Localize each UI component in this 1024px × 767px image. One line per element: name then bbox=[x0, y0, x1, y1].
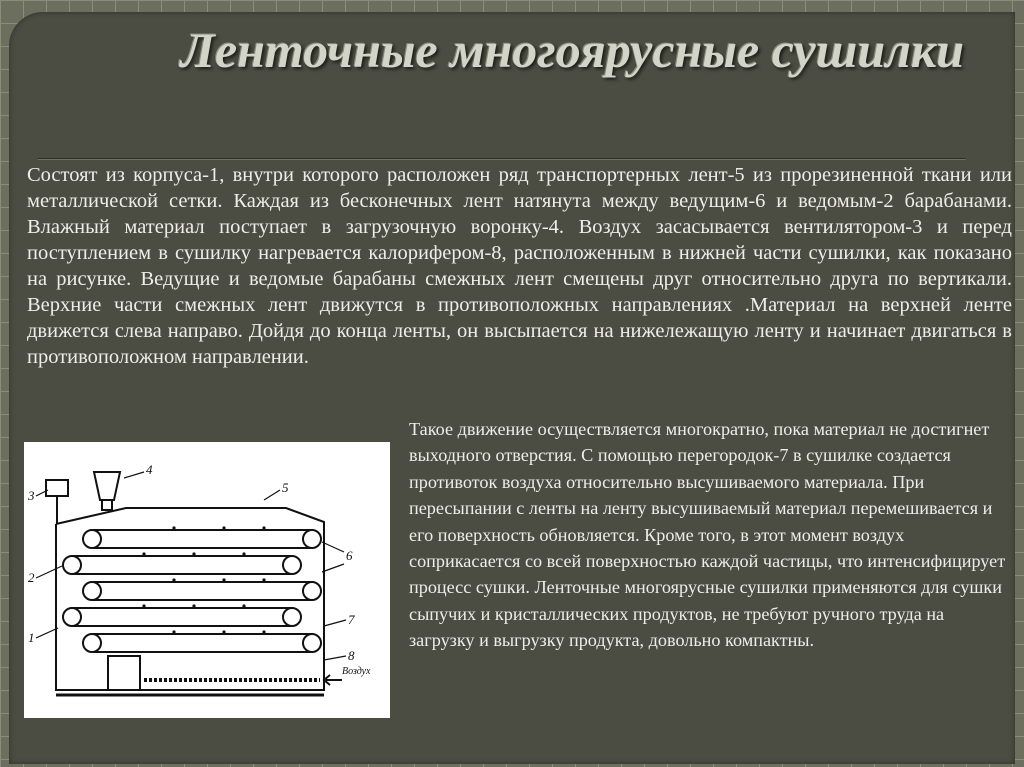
label-heater: 8 bbox=[348, 648, 355, 663]
label-drive-drum: 6 bbox=[346, 548, 353, 563]
belt-2 bbox=[63, 556, 301, 574]
title-divider bbox=[38, 158, 966, 160]
label-body: 1 bbox=[28, 630, 35, 645]
label-air: Воздух bbox=[342, 666, 371, 677]
label-fan: 3 bbox=[28, 488, 35, 503]
intro-paragraph: Состоят из корпуса-1, внутри которого расположен ряд транспортерных лент-5 из прорезиненной ткани или металлической сетки. Каждая из бесконечных лент натянута между ведущим-6 и ведомым-2 барабанами. Влажный материал поступает в загрузочную воронку-4. Воздух засасывается вентилятором-3 и перед поступлением в сушилку нагревается калорифером-8, расположенным в нижней части сушилки, как показано на рисунке. Ведущие и ведомые барабаны смежных лент смещены друг относительно друга по вертикали. Верхние части смежных лент движутся в противоположных направлениях .Материал на верхней ленте движется слева направо. Дойдя до конца ленты, он высыпается на нижележащую ленту и начинает двигаться в противоположном направлении. bbox=[27, 164, 1012, 368]
slide-title: Ленточные многоярусные сушилки bbox=[180, 22, 964, 78]
belt-5 bbox=[83, 634, 321, 652]
belt-4 bbox=[63, 608, 301, 626]
side-paragraph: Такое движение осуществляется многократно, пока материал не достигнет выходного отверстия. С помощью перегородок-7 в сушилке создается противоток воздуха относительно высушиваемого материала. При пересыпании с ленты на ленту высушиваемый материал перемешивается и его поверхность обновляется. Кроме того, в этот момент воздух соприкасается со всей поверхностью каждой частицы, что интенсифицирует процесс сушки. Ленточные многоярусные сушилки применяются для сушки сыпучих и кристаллических продуктов, не требуют ручного труда на загрузку и выгрузку продукта, довольно компактны. bbox=[409, 419, 1006, 651]
fan-box bbox=[46, 480, 68, 496]
hopper bbox=[94, 472, 120, 500]
label-hopper: 4 bbox=[146, 462, 153, 477]
belt-1 bbox=[83, 530, 321, 548]
label-driven-drum: 2 bbox=[28, 570, 35, 585]
belt-3 bbox=[83, 582, 321, 600]
outlet bbox=[108, 656, 140, 690]
dryer-diagram bbox=[24, 442, 390, 718]
label-belt: 5 bbox=[282, 480, 289, 495]
label-baffle: 7 bbox=[348, 612, 355, 627]
